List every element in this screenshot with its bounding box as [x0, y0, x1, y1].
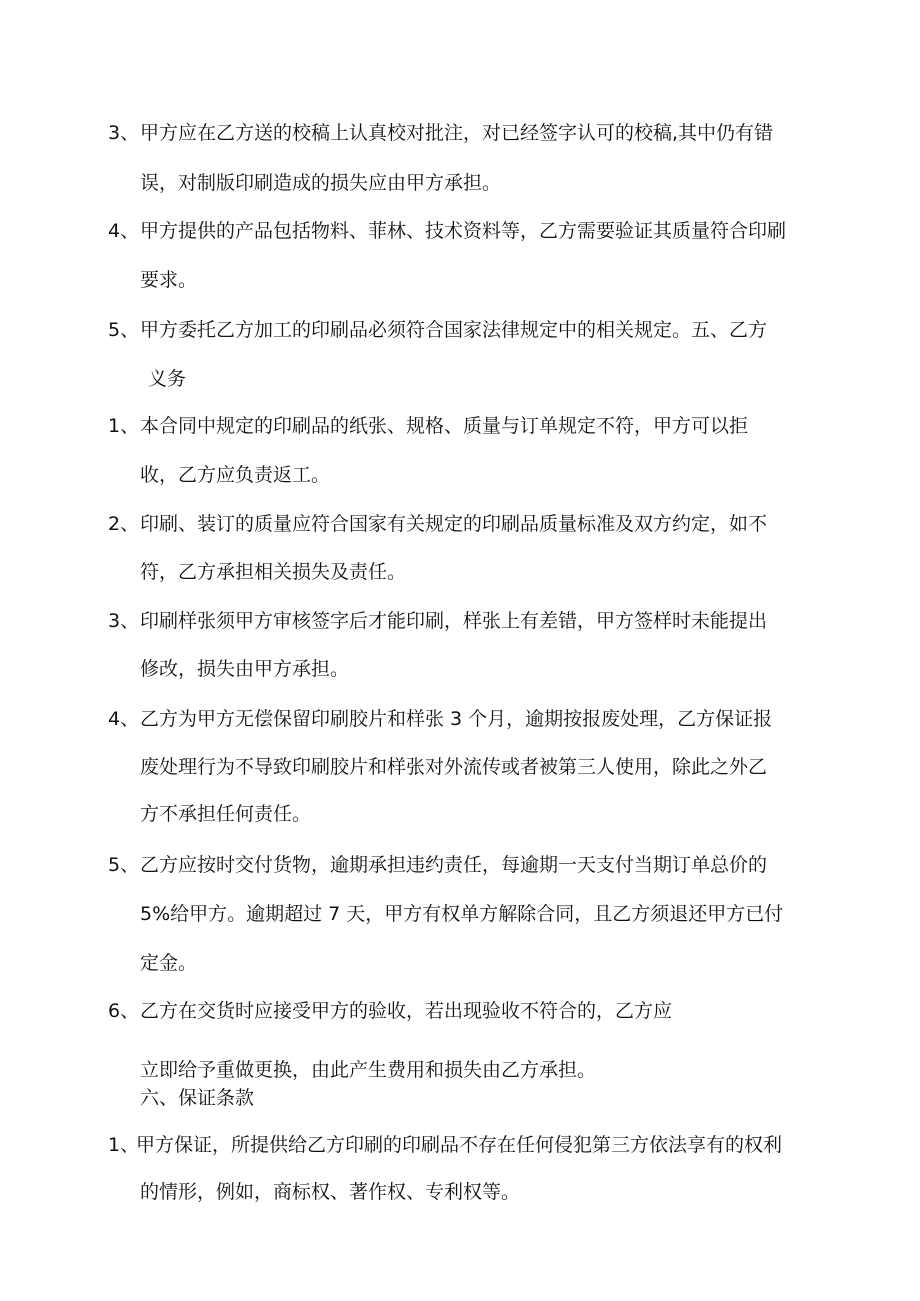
clause-text: 乙方在交货时应接受甲方的验收，若出现验收不符合的，乙方应	[140, 1000, 673, 1022]
clause-text: 收，乙方应负责返工。	[140, 464, 331, 486]
section-heading: 义务	[148, 368, 187, 390]
clause-number: 4、	[108, 708, 140, 730]
clause-text: 定金。	[140, 952, 198, 974]
clause-text: 要求。	[140, 269, 198, 291]
clause-text: 立即给予重做更换，由此产生费用和损失由乙方承担。	[140, 1059, 597, 1081]
clause-text: 甲方提供的产品包括物料、菲林、技术资料等，乙方需要验证其质量符合印刷	[140, 220, 787, 242]
clause-number: 1、	[108, 1134, 140, 1156]
clause-text: 印刷样张须甲方审核签字后才能印刷，样张上有差错，甲方签样时未能提出	[140, 610, 768, 632]
clause-number: 2、	[108, 513, 140, 535]
clause-text: 甲方委托乙方加工的印刷品必须符合国家法律规定中的相关规定。五、乙方	[140, 319, 768, 341]
clause-number: 6、	[108, 1000, 140, 1022]
clause-text: 乙方为甲方无偿保留印刷胶片和样张 3 个月，逾期按报废处理，乙方保证报	[140, 708, 773, 730]
clause-number: 3、	[108, 122, 140, 144]
clause-text: 误，对制版印刷造成的损失应由甲方承担。	[140, 172, 502, 194]
clause-text: 修改，损失由甲方承担。	[140, 658, 350, 680]
clause-text: 本合同中规定的印刷品的纸张、规格、质量与订单规定不符，甲方可以拒	[140, 415, 749, 437]
clause-text: 印刷、装订的质量应符合国家有关规定的印刷品质量标准及双方约定，如不	[140, 513, 768, 535]
clause-text: 废处理行为不导致印刷胶片和样张对外流传或者被第三人使用，除此之外乙	[140, 756, 768, 778]
clause-text: 甲方应在乙方送的校稿上认真校对批注，对已经签字认可的校稿,其中仍有错	[140, 122, 774, 144]
clause-text: 符，乙方承担相关损失及责任。	[140, 561, 407, 583]
clause-text: 乙方应按时交付货物，逾期承担违约责任，每逾期一天支付当期订单总价的	[140, 854, 768, 876]
clause-number: 1、	[108, 415, 140, 437]
clause-number: 5、	[108, 319, 140, 341]
section-heading: 六、保证条款	[140, 1087, 255, 1109]
clause-text: 5%给甲方。逾期超过 7 天，甲方有权单方解除合同，且乙方须退还甲方已付	[140, 903, 784, 925]
clause-number: 3、	[108, 610, 140, 632]
clause-text: 方不承担任何责任。	[140, 803, 312, 825]
clause-number: 5、	[108, 854, 140, 876]
clause-number: 4、	[108, 220, 140, 242]
clause-text: 的情形，例如，商标权、著作权、专利权等。	[140, 1181, 521, 1203]
clause-text: 甲方保证，所提供给乙方印刷的印刷品不存在任何侵犯第三方依法享有的权利	[136, 1134, 783, 1156]
